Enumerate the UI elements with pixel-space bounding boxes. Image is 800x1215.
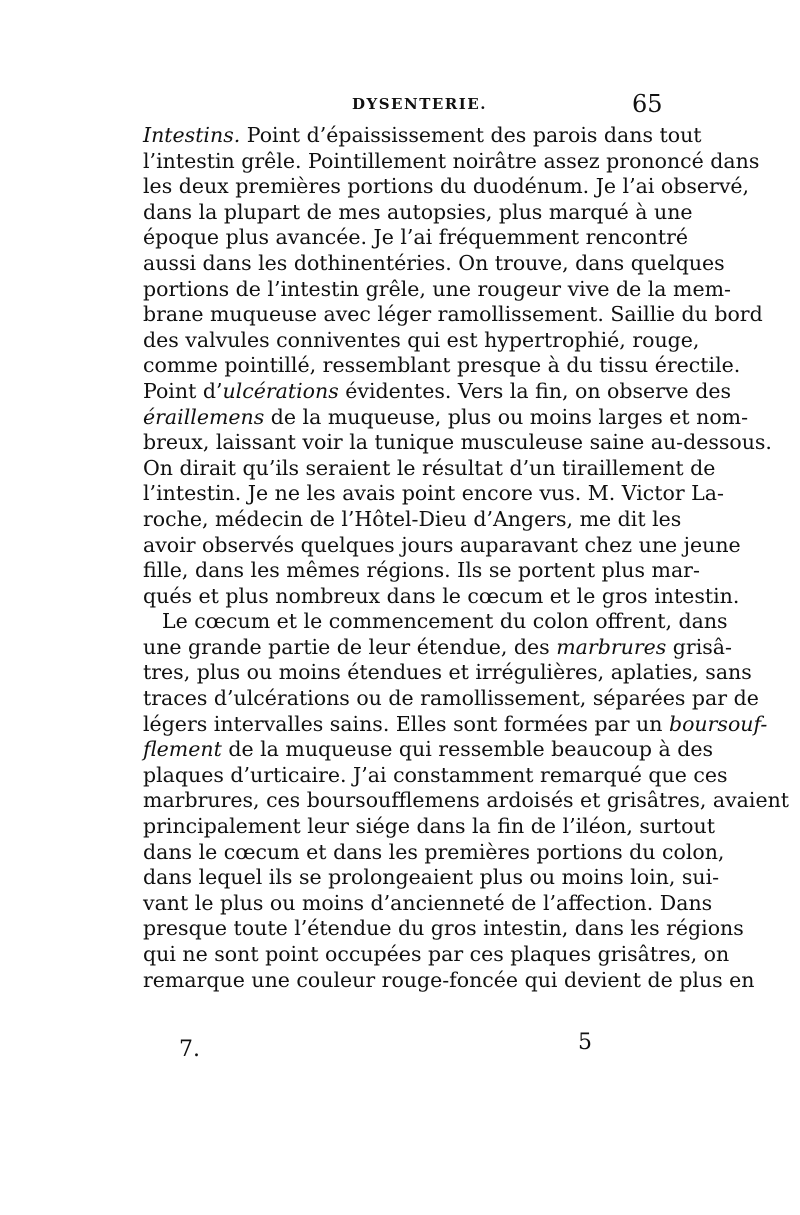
text-line: brane muqueuse avec léger ramollissement. Saillie du bord <box>143 302 763 327</box>
text-line: flement de la muqueuse qui ressemble beaucoup à des <box>143 737 714 762</box>
text-line: avoir observés quelques jours auparavant chez une jeune <box>143 532 741 557</box>
page-number: 65 <box>632 90 663 118</box>
text-line: Le cœcum et le commencement du colon offrent, dans <box>162 609 728 634</box>
text-line: des valvules conniventes qui est hypertrophié, rouge, <box>143 327 700 352</box>
text-line: les deux premières portions du duodénum. Je l’ai observé, <box>143 174 750 199</box>
text-line: breux, laissant voir la tunique musculeuse saine au-dessous. <box>143 430 772 455</box>
text-line: vant le plus ou moins d’ancienneté de l’affection. Dans <box>143 890 713 915</box>
text-line: portions de l’intestin grêle, une rougeur vive de la mem- <box>143 276 731 301</box>
text-line: qués et plus nombreux dans le cœcum et le gros intestin. <box>143 583 740 608</box>
text-line: éraillemens de la muqueuse, plus ou moins larges et nom- <box>143 404 749 429</box>
text-line: roche, médecin de l’Hôtel-Dieu d’Angers, me dit les <box>143 506 682 531</box>
text-line: traces d’ulcérations ou de ramollissement, séparées par de <box>143 686 759 711</box>
text-line: dans la plupart de mes autopsies, plus marqué à une <box>143 199 693 224</box>
text-line: dans le cœcum et dans les premières portions du colon, <box>143 839 725 864</box>
signature-folio: 5 <box>578 1030 592 1055</box>
body-text <box>143 123 790 993</box>
text-line: l’intestin. Je ne les avais point encore vus. M. Victor La- <box>143 481 724 506</box>
text-line: remarque une couleur rouge-foncée qui devient de plus en <box>143 967 755 992</box>
text-line: époque plus avancée. Je l’ai fréquemment rencontré <box>143 225 689 250</box>
text-line: On dirait qu’ils seraient le résultat d’un tiraillement de <box>143 455 716 480</box>
text-line: principalement leur siége dans la fin de l’iléon, surtout <box>143 814 715 839</box>
text-line: Point d’ulcérations évidentes. Vers la fin, on observe des <box>143 378 731 403</box>
text-line: plaques d’urticaire. J’ai constamment remarqué que ces <box>143 762 728 787</box>
text-line: Intestins. Point d’épaississement des parois dans tout <box>143 123 702 147</box>
text-line: l’intestin grêle. Pointillement noirâtre assez prononcé dans <box>143 148 760 173</box>
text-line: comme pointillé, ressemblant presque à du tissu érectile. <box>143 353 741 378</box>
text-line: aussi dans les dothinentéries. On trouve, dans quelques <box>143 250 725 275</box>
text-line: tres, plus ou moins étendues et irrégulières, aplaties, sans <box>143 660 752 685</box>
text-line: marbrures, ces boursoufflemens ardoisés et grisâtres, avaient <box>143 788 790 813</box>
text-line: presque toute l’étendue du gros intestin, dans les régions <box>143 916 744 941</box>
running-title: DYSENTERIE. <box>352 95 487 113</box>
text-line: dans lequel ils se prolongeaient plus ou moins loin, sui- <box>143 865 720 890</box>
signature-mark: 7. <box>179 1037 200 1062</box>
text-line: fille, dans les mêmes régions. Ils se portent plus mar- <box>143 558 700 583</box>
text-line: une grande partie de leur étendue, des marbrures grisâ- <box>143 634 732 659</box>
text-line: qui ne sont point occupées par ces plaques grisâtres, on <box>143 942 730 966</box>
text-line: légers intervalles sains. Elles sont formées par un boursouf- <box>143 711 768 736</box>
